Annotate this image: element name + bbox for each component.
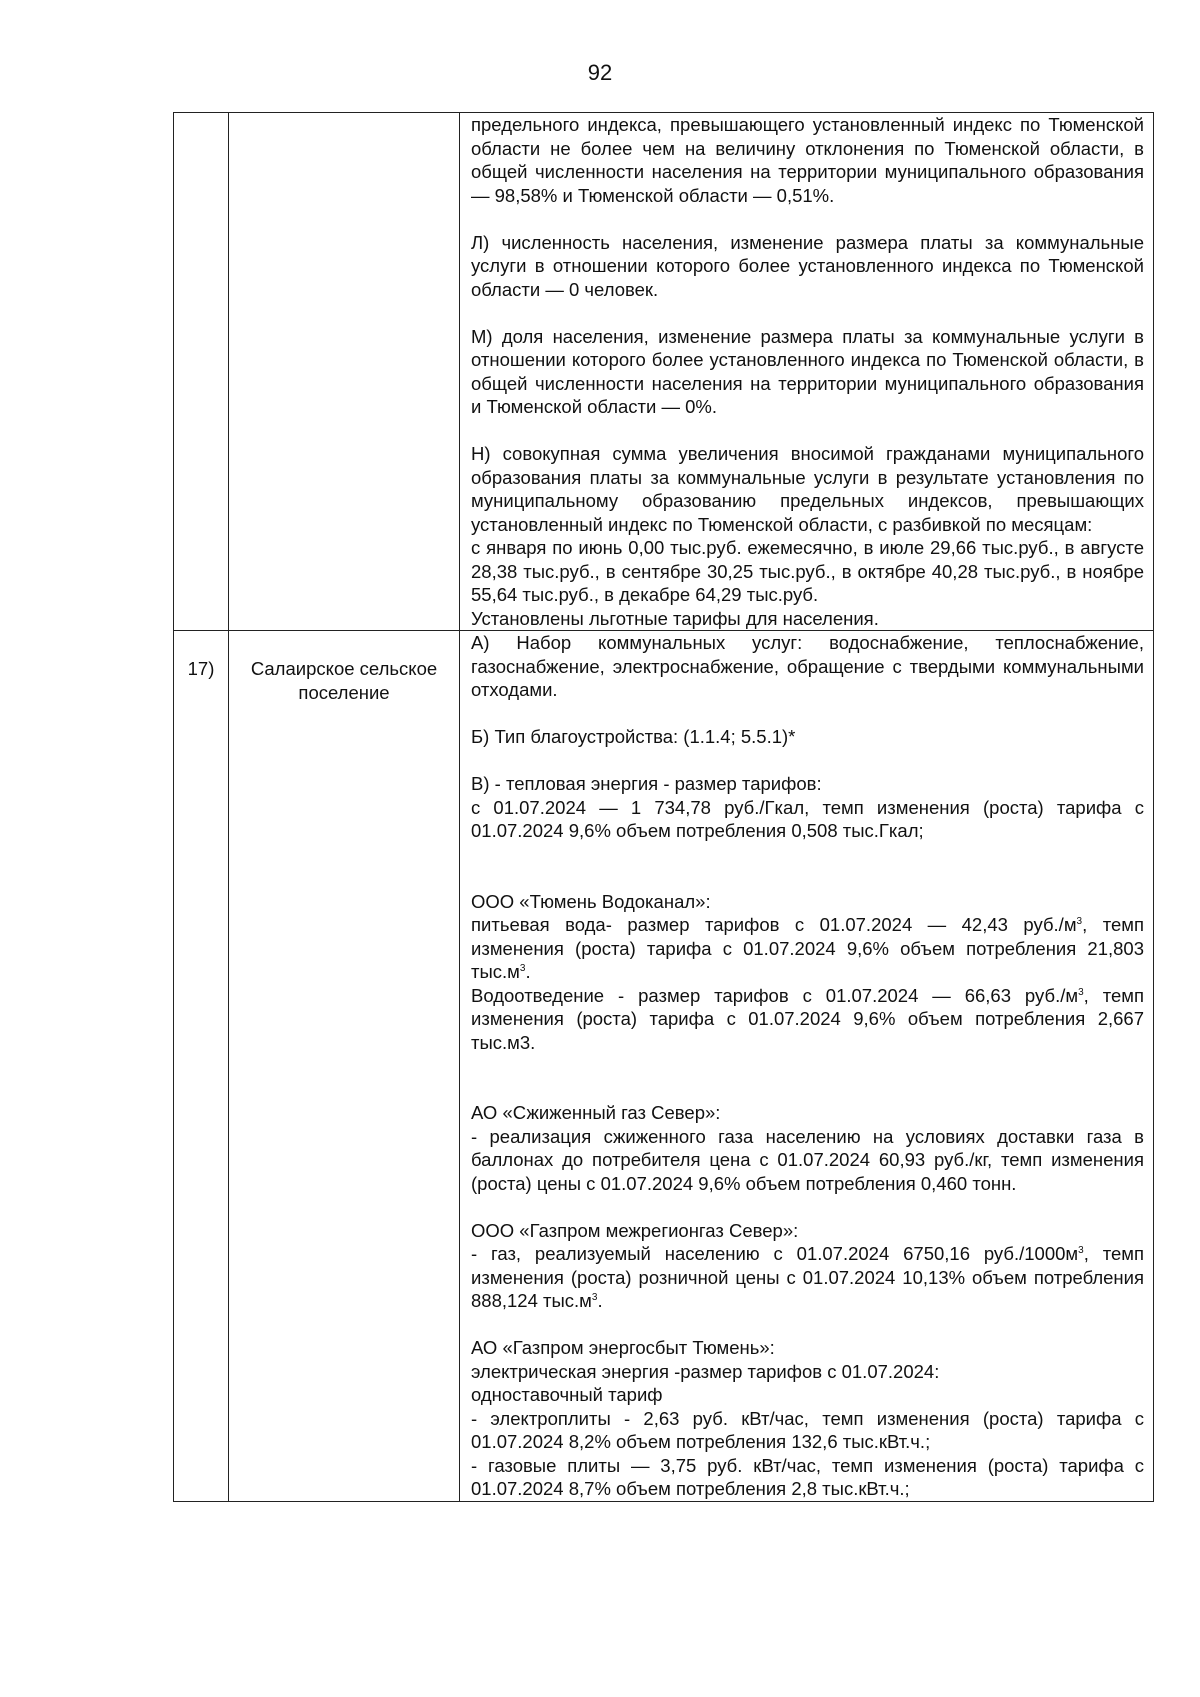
lpg-tariff: - реализация сжиженного газа населению на условиях доставки газа в баллонах до потребителя цена с 01.07.2024 60,93 руб./кг, темп изменения (роста) цены с 01.07.2024 9,6% объем потребления 0,460 тонн. bbox=[471, 1125, 1144, 1194]
superscript: 3 bbox=[1078, 1245, 1084, 1256]
para-m: М) доля населения, изменение размера платы за коммунальные услуги в отношении которого более установленного индекса по Тюменской области, в общей численности населения на территории муниципального образования и Тюменской области — 0%. bbox=[471, 325, 1144, 417]
row-name-cell-empty bbox=[229, 113, 460, 631]
table-row-17 bbox=[174, 631, 1154, 1502]
row-17-text-cell bbox=[460, 631, 1154, 1502]
water-tariff bbox=[471, 913, 1144, 984]
row-text-cell bbox=[460, 113, 1154, 631]
lpg-title: АО «Сжиженный газ Север»: bbox=[471, 1102, 721, 1123]
water-post: , темп изменения (роста) тарифа с 01.07.2024 9,6% объем потребления 21,803 тыс.м bbox=[471, 914, 1144, 982]
settlement-name: Салаирское сельское поселение bbox=[229, 631, 460, 1502]
para-b-improvement: Б) Тип благоустройства: (1.1.4; 5.5.1)* bbox=[471, 726, 796, 747]
sewer-tariff bbox=[471, 984, 1144, 1055]
vodokanal-title: ООО «Тюмень Водоканал»: bbox=[471, 890, 711, 912]
water-end: . bbox=[525, 961, 531, 982]
energo-line-2: одноставочный тариф bbox=[471, 1384, 663, 1405]
superscript: 3 bbox=[519, 963, 526, 974]
gas-tariff bbox=[471, 1242, 1144, 1313]
para-n: Н) совокупная сумма увеличения вносимой гражданами муниципального образования платы за коммунальные услуги в результате установления по муниципальному образованию предельных индексов, превышающих установленный индекс по Тюменской области, с разбивкой по месяцам: bbox=[471, 443, 1144, 535]
tariff-table bbox=[173, 112, 1154, 1502]
sewer-post: , темп изменения (роста) тарифа с 01.07.2024 9,6% объем потребления 2,667 тыс.м3. bbox=[471, 984, 1144, 1053]
table-row-previous bbox=[174, 113, 1154, 631]
row-number-cell-empty bbox=[174, 113, 229, 631]
gas-pre: - газ, реализуемый населению с 01.07.2024 6750,16 руб./1000м bbox=[471, 1243, 1079, 1264]
energo-line-1: электрическая энергия -размер тарифов с 01.07.2024: bbox=[471, 1360, 940, 1382]
para-a-services: А) Набор коммунальных услуг: водоснабжение, теплоснабжение, газоснабжение, электроснабжение, обращение с твердыми коммунальными отходами. bbox=[471, 632, 1144, 700]
superscript: 3 bbox=[591, 1292, 598, 1303]
para-v-title: В) - тепловая энергия - размер тарифов: bbox=[471, 773, 822, 794]
para-l: Л) численность населения, изменение размера платы за коммунальные услуги в отношении которого более установленного индекса по Тюменской области — 0 человек. bbox=[471, 231, 1144, 300]
sewer-pre: Водоотведение - размер тарифов с 01.07.2024 — 66,63 руб./м bbox=[471, 984, 1079, 1006]
gas-end: . bbox=[597, 1290, 603, 1311]
superscript: 3 bbox=[1078, 986, 1084, 998]
row-number: 17) bbox=[174, 631, 229, 1502]
para-k-continuation: предельного индекса, превышающего установленный индекс по Тюменской области не более чем на величину отклонения по Тюменской области, в общей численности населения на территории муниципального образования — 98,58% и Тюменской области — 0,51%. bbox=[471, 114, 1144, 206]
para-benefits: Установлены льготные тарифы для населения. bbox=[471, 607, 879, 629]
electric-stoves-tariff: - электроплиты - 2,63 руб. кВт/час, темп изменения (роста) тарифа с 01.07.2024 8,2% объем потребления 132,6 тыс.кВт.ч.; bbox=[471, 1407, 1144, 1452]
energo-title: АО «Газпром энергосбыт Тюмень»: bbox=[471, 1337, 775, 1358]
gas-stoves-tariff: - газовые плиты — 3,75 руб. кВт/час, темп изменения (роста) тарифа с 01.07.2024 8,7% объем потребления 2,8 тыс.кВт.ч.; bbox=[471, 1454, 1144, 1499]
para-n-months: с января по июнь 0,00 тыс.руб. ежемесячно, в июле 29,66 тыс.руб., в августе 28,38 тыс.руб., в сентябре 30,25 тыс.руб., в октябре 40,28 тыс.руб., в ноябре 55,64 тыс.руб., в декабре 64,29 тыс.руб. bbox=[471, 537, 1144, 605]
gas-post: , темп изменения (роста) розничной цены с 01.07.2024 10,13% объем потребления 888,124 тыс.м bbox=[471, 1243, 1144, 1311]
para-v-heat: с 01.07.2024 — 1 734,78 руб./Гкал, темп изменения (роста) тарифа с 01.07.2024 9,6% объем потребления 0,508 тыс.Гкал; bbox=[471, 796, 1144, 841]
superscript: 3 bbox=[1076, 916, 1083, 927]
water-pre: питьевая вода- размер тарифов с 01.07.2024 — 42,43 руб./м bbox=[471, 914, 1077, 935]
gazprom-title: ООО «Газпром межрегионгаз Север»: bbox=[471, 1219, 799, 1241]
page-number: 92 bbox=[587, 60, 613, 85]
